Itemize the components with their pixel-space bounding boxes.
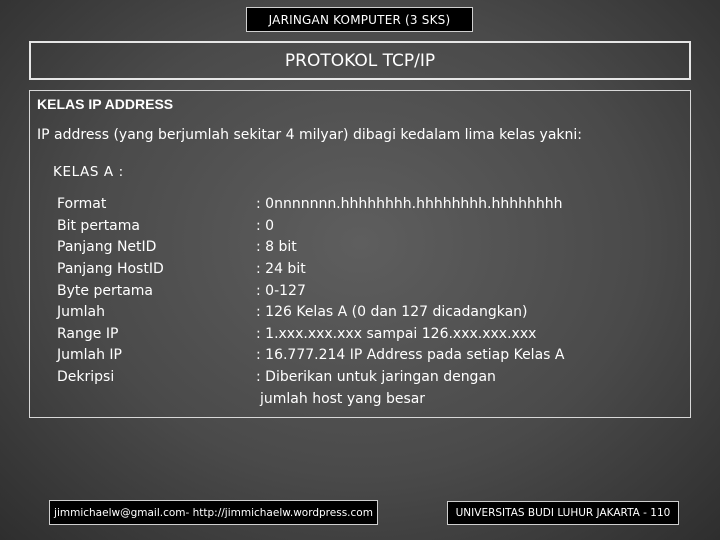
spec-value: : 8 bit	[256, 239, 297, 255]
course-title: JARINGAN KOMPUTER (3 SKS)	[268, 12, 451, 27]
spec-value: : 0nnnnnnn.hhhhhhhh.hhhhhhhh.hhhhhhhh	[256, 196, 563, 212]
slide-title: PROTOKOL TCP/IP	[284, 50, 436, 71]
spec-label: Format	[57, 196, 107, 212]
spec-value: : Diberikan untuk jaringan dengan	[256, 369, 496, 385]
spec-label: Dekripsi	[57, 369, 115, 385]
spec-label: Jumlah	[57, 304, 105, 320]
spec-value: : 126 Kelas A (0 dan 127 dicadangkan)	[256, 304, 528, 320]
footer-contact: jimmichaelw@gmail.com- http://jimmichaelw.wordpress.com	[54, 506, 373, 519]
spec-label: Jumlah IP	[57, 347, 123, 363]
class-a-label: KELAS A :	[53, 164, 124, 180]
content-panel	[29, 90, 691, 418]
spec-value: : 0-127	[256, 283, 306, 299]
footer-institution: UNIVERSITAS BUDI LUHUR JAKARTA - 110	[455, 507, 671, 519]
spec-value: : 16.777.214 IP Address pada setiap Kelas A	[256, 347, 565, 363]
spec-value: : 24 bit	[256, 261, 306, 277]
spec-label: Panjang HostID	[57, 261, 164, 277]
footer-institution-box	[447, 501, 679, 525]
course-title-box	[246, 7, 473, 32]
spec-label: Byte pertama	[57, 283, 153, 299]
spec-label: Range IP	[57, 326, 119, 342]
spec-value: jumlah host yang besar	[260, 391, 426, 407]
footer-contact-box	[49, 500, 378, 525]
section-heading: KELAS IP ADDRESS	[37, 96, 174, 112]
spec-value: : 1.xxx.xxx.xxx sampai 126.xxx.xxx.xxx	[256, 326, 537, 342]
intro-text: IP address (yang berjumlah sekitar 4 milyar) dibagi kedalam lima kelas yakni:	[37, 127, 582, 143]
spec-label: Bit pertama	[57, 218, 140, 234]
spec-value: : 0	[256, 218, 275, 234]
slide-title-box	[29, 41, 691, 80]
spec-label: Panjang NetID	[57, 239, 157, 255]
